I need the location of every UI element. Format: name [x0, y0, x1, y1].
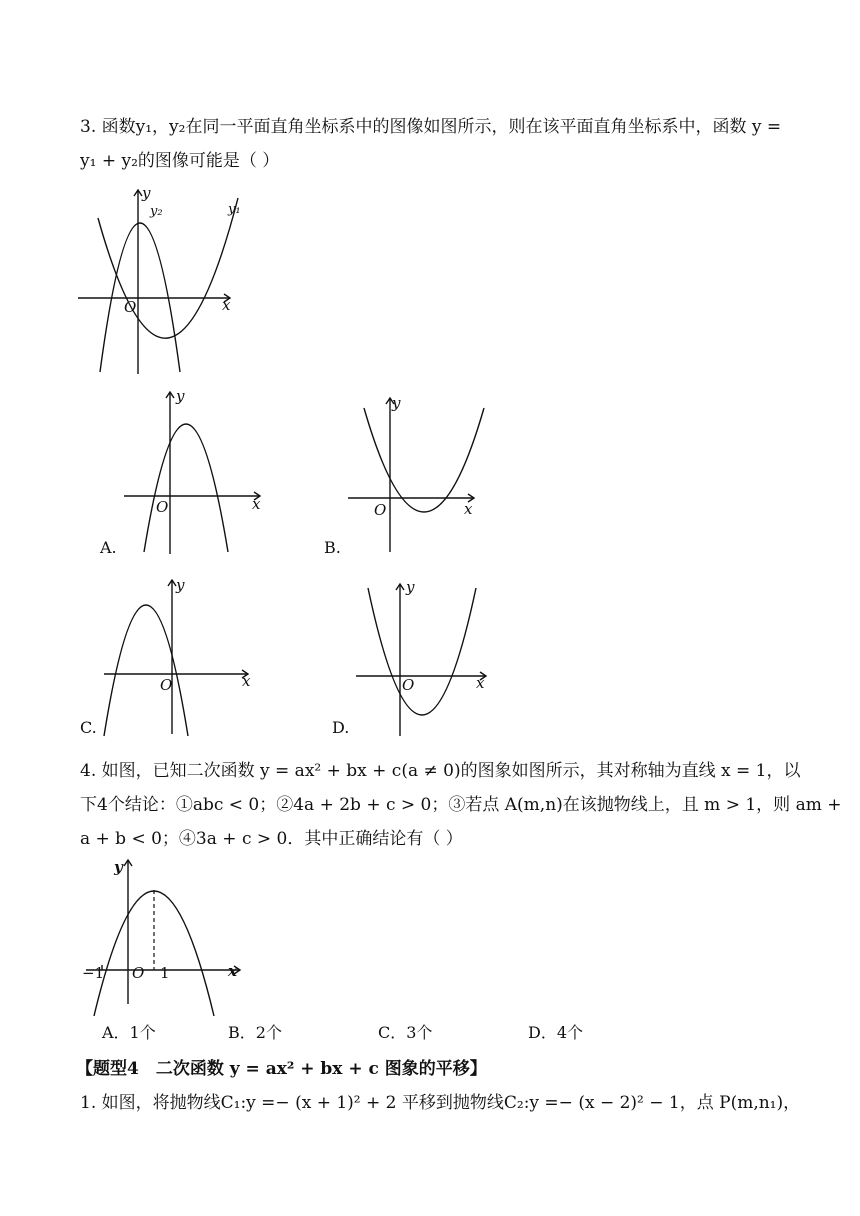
q3-option-b-label[interactable]: B.	[324, 538, 341, 557]
q3-c-y-label: y	[176, 576, 185, 594]
next-question-line1: 1. 如图，将抛物线C₁:y =− (x + 1)² + 2 平移到抛物线C₂:y =− (x − 2)² − 1，点 P(m,n₁)，	[80, 1093, 801, 1113]
q4-choice-a[interactable]: A．1个	[102, 1023, 156, 1042]
q3-line2: y₁ + y₂的图像可能是（ ）	[80, 151, 280, 171]
q3-line1: 3. 函数y₁，y₂在同一平面直角坐标系中的图像如图所示，则在该平面直角坐标系中，函数 y =	[80, 117, 782, 137]
q3-option-a-label[interactable]: A.	[100, 538, 117, 557]
q3-a-x-label: x	[252, 495, 261, 513]
q3-a-origin-label: O	[156, 498, 169, 516]
q4-choice-c[interactable]: C．3个	[378, 1023, 433, 1042]
q3-option-c-graph	[100, 576, 260, 736]
q3-d-x-label: x	[476, 674, 485, 692]
q4-left-tick-label: −1	[82, 964, 105, 982]
q4-origin-label: O	[132, 964, 145, 982]
q3-c-x-label: x	[242, 672, 251, 690]
q3-option-d-label[interactable]: D.	[332, 718, 350, 737]
q3-c-origin-label: O	[160, 676, 173, 694]
q3-curve1-label: y₁	[228, 202, 241, 217]
q4-y-label: y	[114, 858, 123, 876]
q4-right-tick-label: 1	[160, 964, 170, 982]
q3-curve2-label: y₂	[150, 204, 163, 219]
q3-b-x-label: x	[464, 500, 473, 518]
q3-option-b-graph	[342, 394, 492, 554]
section-heading: 【题型4 二次函数 y = ax² + bx + c 图象的平移】	[76, 1059, 487, 1079]
q3-option-c-label[interactable]: C.	[80, 718, 97, 737]
q3-d-origin-label: O	[402, 676, 415, 694]
q4-parabola-graph	[82, 856, 252, 1006]
q3-main-y-label: y	[142, 184, 151, 202]
q3-d-y-label: y	[406, 578, 415, 596]
q3-main-origin-label: O	[124, 298, 137, 316]
q4-choice-b[interactable]: B．2个	[228, 1023, 282, 1042]
q4-line3: a + b < 0；④3a + c > 0．其中正确结论有（ ）	[80, 829, 463, 849]
q4-line2: 下4个结论：①abc < 0；②4a + 2b + c > 0；③若点 A(m,n)在该抛物线上，且 m > 1，则 am +	[80, 795, 842, 815]
q4-choice-d[interactable]: D．4个	[528, 1023, 584, 1042]
q3-option-d-graph	[352, 580, 502, 740]
q3-option-a-graph	[118, 386, 278, 556]
q3-main-x-label: x	[222, 296, 231, 314]
q3-b-y-label: y	[392, 394, 401, 412]
q4-line1: 4. 如图，已知二次函数 y = ax² + bx + c(a ≠ 0)的图象如图所示，其对称轴为直线 x = 1，以	[80, 761, 801, 781]
q3-b-origin-label: O	[374, 501, 387, 519]
q3-a-y-label: y	[176, 387, 185, 405]
q4-x-label: x	[228, 962, 237, 980]
